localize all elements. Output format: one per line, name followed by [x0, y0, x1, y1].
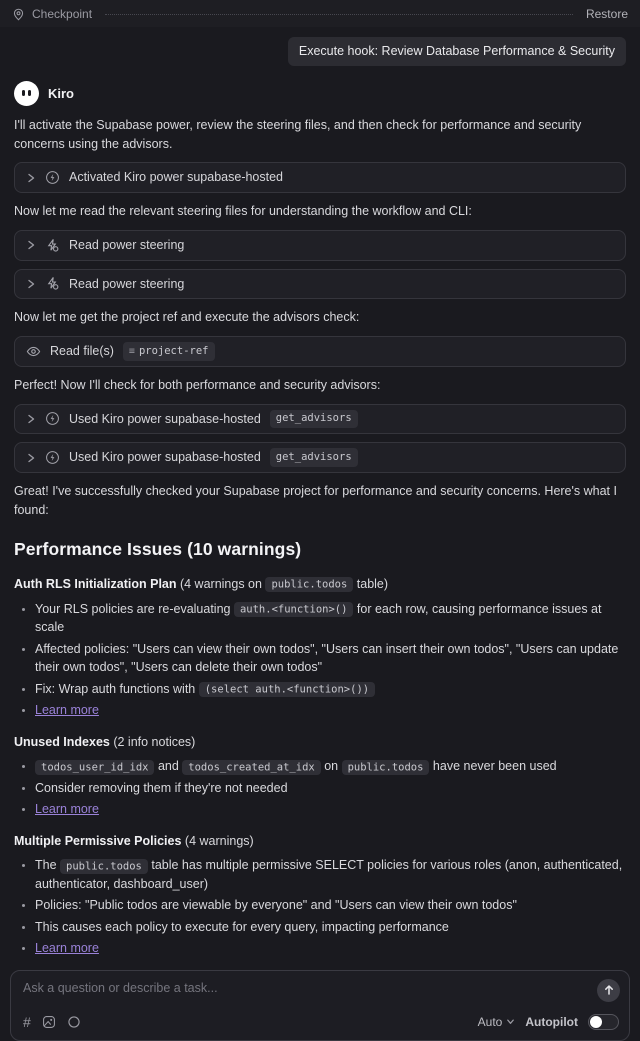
section-title: Unused Indexes [14, 734, 110, 749]
checkpoint-bar [0, 0, 640, 27]
tool-badge: get_advisors [270, 410, 358, 429]
learn-more-link[interactable]: Learn more [35, 702, 99, 717]
tool-card-used-power-2[interactable] [14, 442, 626, 473]
chevron-down-icon [506, 1017, 515, 1026]
autopilot-label: Autopilot [525, 1014, 578, 1029]
inline-code: auth.<function>() [234, 602, 353, 617]
bullet-item [35, 896, 626, 915]
send-button[interactable] [597, 979, 620, 1002]
restore-button[interactable]: Restore [585, 7, 628, 21]
assistant-message-steering: Now let me read the relevant steering files for understanding the workflow and CLI: [14, 204, 472, 218]
assistant-message-intro: I'll activate the Supabase power, review the steering files, and then check for performance and security concerns using the advisors. [14, 117, 582, 151]
chevron-right-icon[interactable] [26, 173, 36, 183]
zap-gear-icon [45, 276, 60, 291]
tool-card-label: Used Kiro power supabase-hosted [69, 450, 261, 465]
chat-scroll-area[interactable] [0, 27, 640, 964]
bullet-item [35, 800, 626, 819]
section-title-row [14, 575, 626, 594]
text-segment: Policies: "Public todos are viewable by everyone" and "Users can view their own todos" [35, 898, 517, 913]
hash-icon[interactable]: # [23, 1013, 31, 1030]
power-circle-icon [45, 411, 60, 426]
text-segment: Consider removing them if they're not needed [35, 780, 288, 795]
bullet-item [35, 779, 626, 798]
text-segment: and [154, 759, 183, 774]
assistant-header [14, 81, 626, 106]
report-sections [14, 575, 626, 958]
bullet-item [35, 640, 626, 678]
bullet-item [35, 856, 626, 894]
tool-card-label: Read power steering [69, 237, 185, 252]
autopilot-toggle[interactable] [588, 1014, 619, 1030]
composer-toolbar [23, 1013, 619, 1031]
assistant-name: Kiro [48, 85, 74, 101]
bullet-item [35, 701, 626, 720]
file-icon: ≡ [128, 345, 135, 357]
power-circle-icon [45, 450, 60, 465]
bullet-item [35, 757, 626, 776]
assistant-message-advisors: Perfect! Now I'll check for both performance and security advisors: [14, 377, 381, 392]
text-segment: table has multiple permissive SELECT policies for various roles (anon, authenticated, authenticator, dashboard_user) [35, 858, 623, 891]
bullet-item [35, 600, 626, 638]
user-message-row [14, 37, 626, 66]
inline-code: (select auth.<function>()) [199, 682, 375, 697]
assistant-message-summary: Great! I've successfully checked your Supabase project for performance and security concerns. Here's what I found: [14, 484, 617, 517]
tool-card-used-power-1[interactable] [14, 404, 626, 435]
text-segment: This causes each policy to execute for every query, impacting performance [35, 919, 449, 934]
inline-code: public.todos [60, 859, 148, 874]
composer[interactable] [10, 970, 630, 1041]
tool-card-label: Read file(s) [50, 344, 114, 358]
checkpoint-divider [105, 14, 573, 15]
report-section [14, 733, 626, 819]
mode-dropdown[interactable] [478, 1013, 516, 1031]
eye-icon [26, 344, 41, 359]
checkpoint-label: Checkpoint [32, 7, 93, 21]
file-badge-label: project-ref [138, 344, 209, 357]
bullet-list [14, 856, 626, 957]
message-input[interactable] [23, 981, 579, 999]
tool-badge: get_advisors [270, 448, 358, 467]
bullet-item [35, 939, 626, 958]
file-badge[interactable] [123, 342, 215, 361]
report-section [14, 575, 626, 720]
section-title: Auth RLS Initialization Plan [14, 576, 177, 591]
kiro-avatar-icon [14, 81, 39, 106]
inline-code: todos_created_at_idx [182, 760, 320, 775]
chevron-right-icon[interactable] [26, 240, 36, 250]
learn-more-link[interactable]: Learn more [35, 940, 99, 955]
image-icon[interactable] [42, 1015, 56, 1029]
learn-more-link[interactable]: Learn more [35, 801, 99, 816]
text-segment: Fix: Wrap auth functions with [35, 681, 199, 696]
tool-card-label: Read power steering [69, 276, 185, 291]
zap-gear-icon [45, 238, 60, 253]
text-segment: Your RLS policies are re-evaluating [35, 601, 234, 616]
chevron-right-icon[interactable] [26, 414, 36, 424]
section-title-row [14, 733, 626, 752]
inline-code: public.todos [342, 760, 430, 775]
text-segment: The [35, 858, 61, 873]
text-segment: table) [353, 576, 389, 591]
bullet-list [14, 600, 626, 720]
bullet-list [14, 757, 626, 818]
tool-card-label: Activated Kiro power supabase-hosted [69, 170, 284, 185]
text-segment: have never been used [429, 759, 557, 774]
inline-code: todos_user_id_idx [35, 760, 154, 775]
section-title: Multiple Permissive Policies [14, 833, 182, 848]
tool-card-label: Used Kiro power supabase-hosted [69, 411, 261, 426]
tool-card-read-steering-1[interactable] [14, 230, 626, 261]
text-segment: for each row, causing performance issues at scale [35, 601, 602, 635]
circle-icon[interactable] [67, 1015, 81, 1029]
tool-card-activated-power[interactable] [14, 162, 626, 193]
text-segment: on [320, 759, 342, 774]
chevron-right-icon[interactable] [26, 279, 36, 289]
power-circle-icon [45, 170, 60, 185]
chevron-right-icon[interactable] [26, 453, 36, 463]
tool-card-read-steering-2[interactable] [14, 269, 626, 300]
mode-dropdown-value: Auto [477, 1014, 503, 1029]
user-message-bubble: Execute hook: Review Database Performance & Security [288, 37, 626, 66]
tool-card-read-files[interactable] [14, 336, 626, 367]
section-title-row [14, 832, 626, 851]
toggle-knob [590, 1016, 602, 1028]
text-segment: (2 info notices) [109, 734, 196, 749]
text-segment: (4 warnings) [181, 833, 254, 848]
text-segment: (4 warnings on [176, 576, 266, 591]
report-heading: Performance Issues (10 warnings) [14, 538, 302, 559]
map-pin-icon [12, 8, 25, 21]
bullet-item [35, 918, 626, 937]
bullet-item [35, 680, 626, 699]
assistant-message-project-ref: Now let me get the project ref and execute the advisors check: [14, 310, 360, 325]
report-section [14, 832, 626, 958]
inline-code: public.todos [265, 577, 353, 592]
text-segment: Affected policies: "Users can view their own todos", "Users can insert their own todos", "Users can update their own todos", "Users can delete their own todos" [35, 641, 619, 675]
